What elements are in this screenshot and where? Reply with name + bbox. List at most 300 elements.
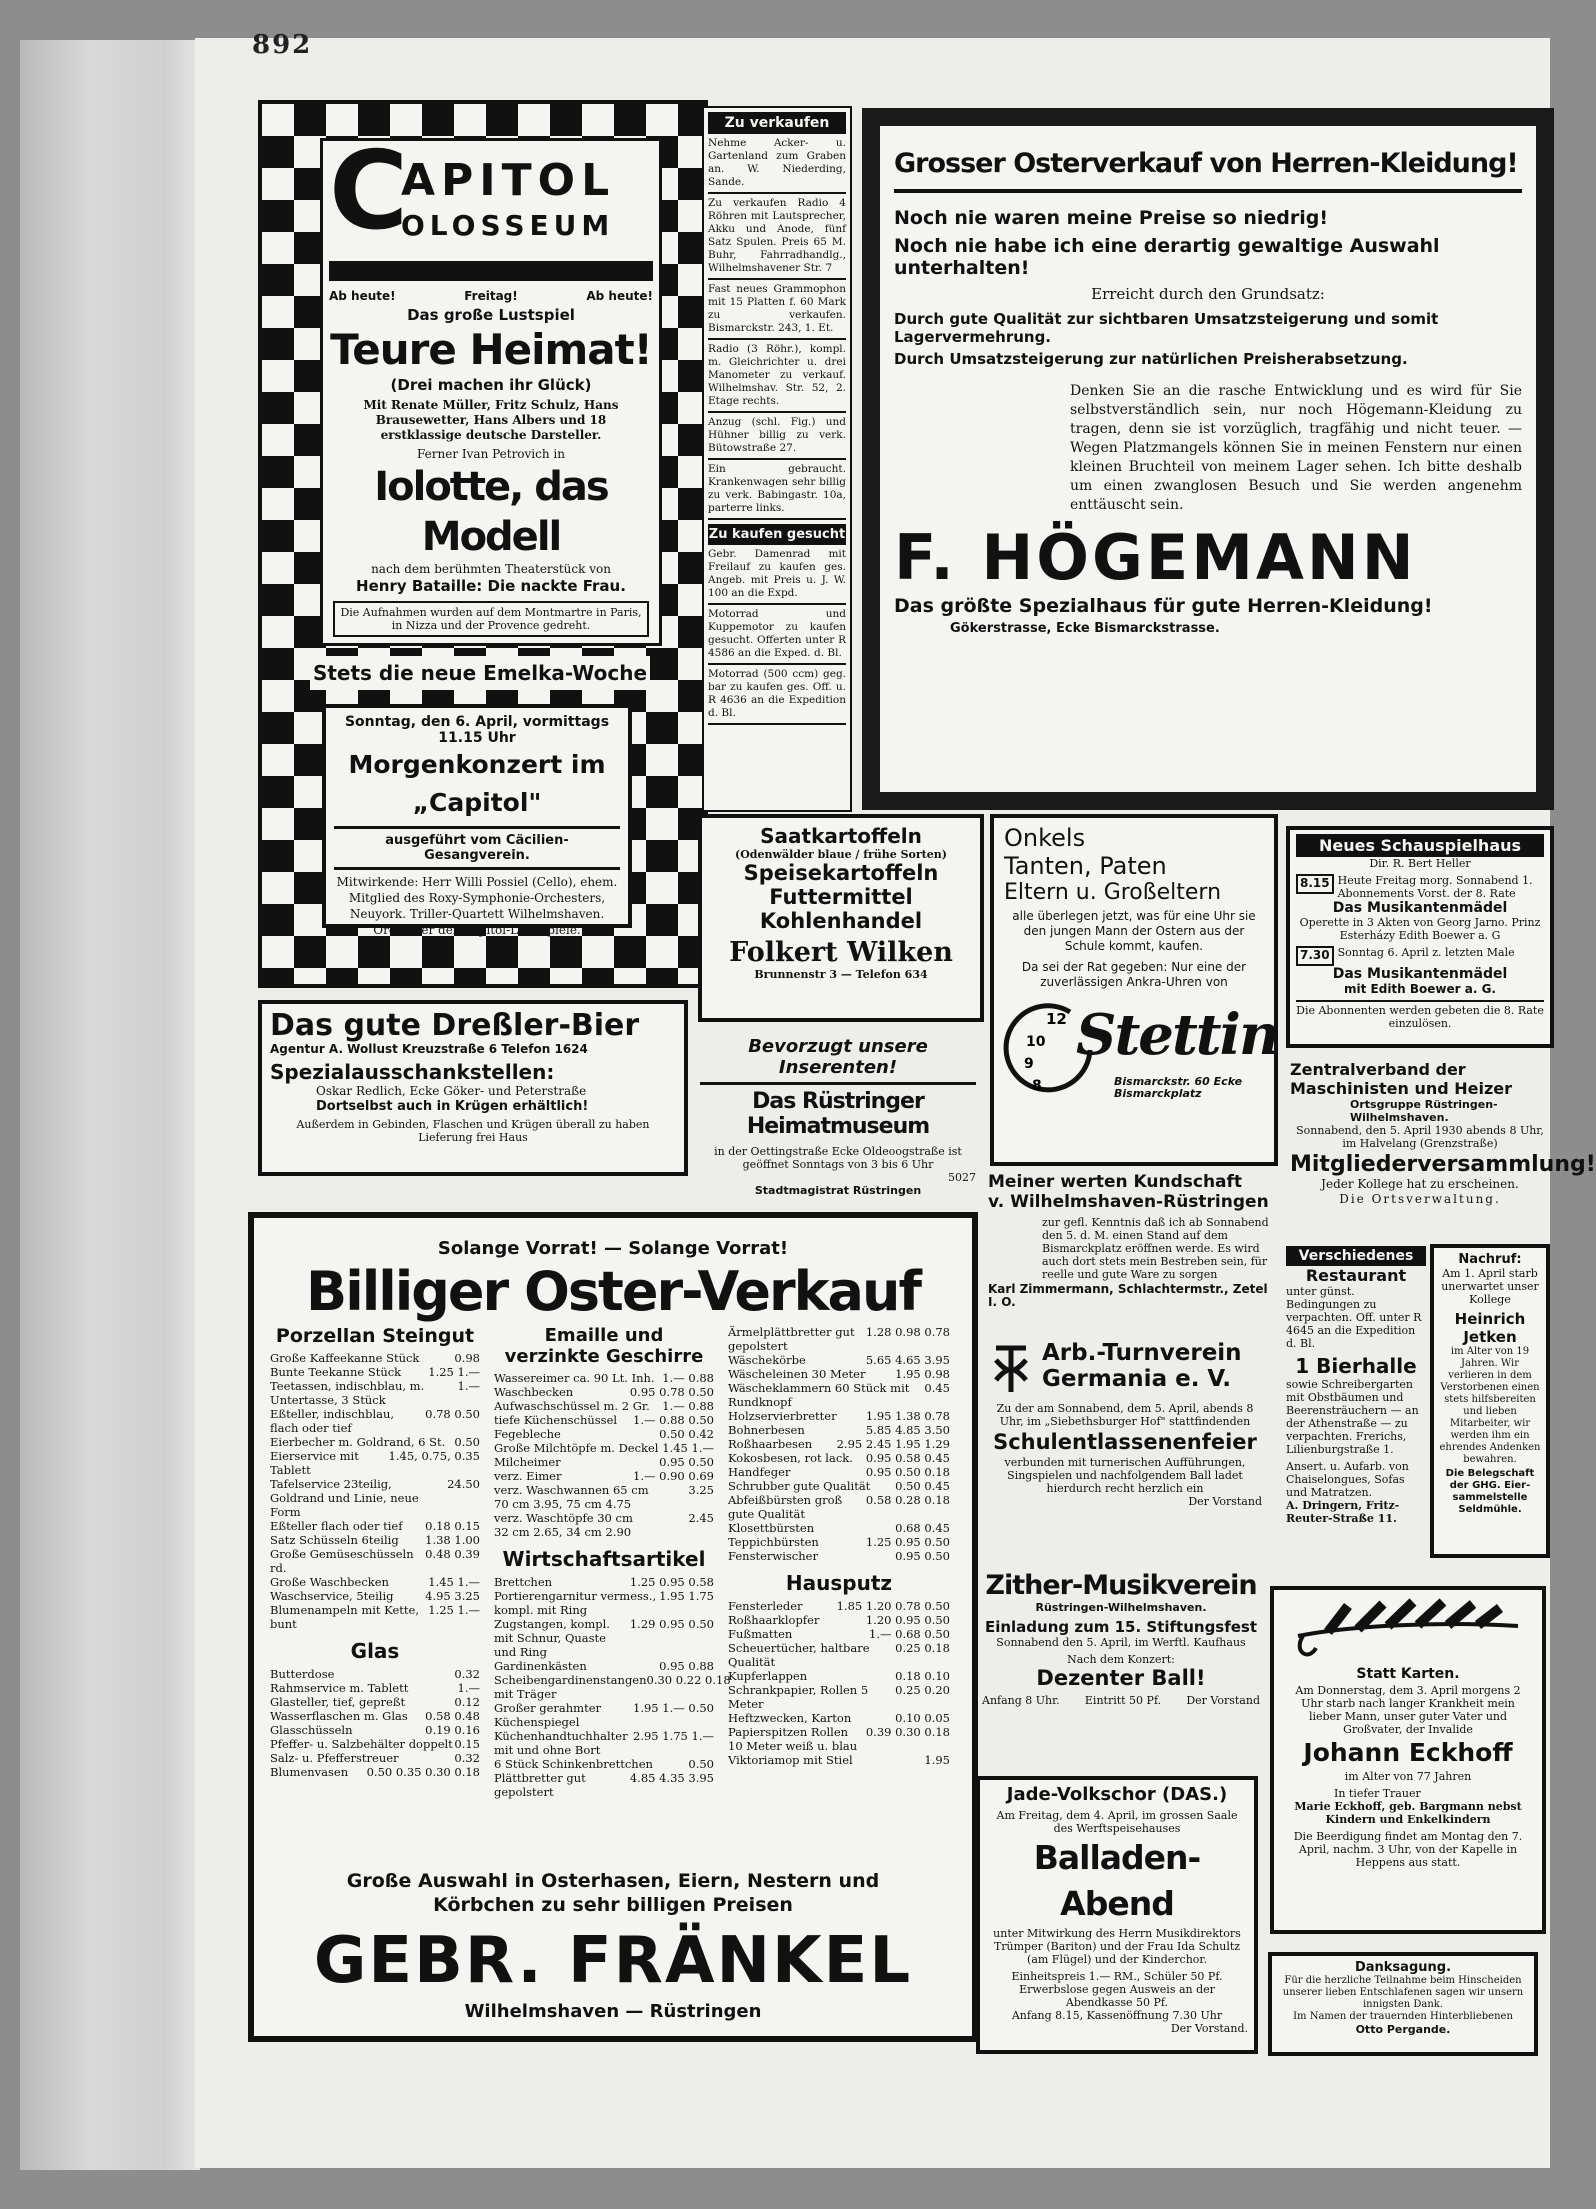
hausputz-item-label: Heftzwecken, Karton bbox=[728, 1711, 852, 1725]
zimmermann-signature: Karl Zimmermann, Schlachtermstr., Zetel I. O. bbox=[988, 1282, 1268, 1309]
hausputz-item-label: Fußmatten bbox=[728, 1627, 793, 1641]
emaille-item bbox=[494, 1525, 714, 1539]
maschinisten-text: Sonnabend, den 5. April 1930 abends 8 Uhr, im Halvelang (Grenzstraße) bbox=[1296, 1124, 1544, 1150]
glas-item bbox=[270, 1751, 480, 1765]
onkels-l2: Tanten, Paten bbox=[1004, 852, 1167, 880]
emaille-item bbox=[494, 1441, 714, 1455]
hausputz-item-price: 0.39 0.30 0.18 bbox=[865, 1725, 950, 1739]
emaille-item bbox=[494, 1427, 714, 1441]
haushalt-item-price: 0.68 0.45 bbox=[895, 1521, 950, 1535]
haushalt-item-label: Bohnerbesen bbox=[728, 1423, 805, 1437]
hausputz-item bbox=[728, 1711, 950, 1725]
hausputz-item bbox=[728, 1641, 950, 1669]
hoegemann-address: Gökerstrasse, Ecke Bismarckstrasse. bbox=[950, 621, 1220, 636]
emaille-item-price: 0.50 0.42 bbox=[659, 1427, 714, 1441]
hausputz-item-label: Schrankpapier, Rollen 5 Meter bbox=[728, 1683, 869, 1711]
dressler-oskar: Oskar Redlich, Ecke Göker- und Peterstraße bbox=[316, 1084, 587, 1098]
emaille-item-price: 2.45 bbox=[688, 1511, 714, 1525]
jade-title: Jade-Volkschor (DAS.) bbox=[1006, 1784, 1228, 1805]
capitol-lustspiel: Das große Lustspiel bbox=[407, 306, 575, 324]
haushalt-item-price: 0.58 0.28 0.18 bbox=[865, 1493, 950, 1507]
hausputz-item-label: Roßhaarklopfer bbox=[728, 1613, 820, 1627]
classified-item: Anzug (schl. Fig.) und Hühner billig zu verk. Bütowstraße 27. bbox=[708, 413, 846, 460]
haushalt-item bbox=[728, 1353, 950, 1367]
palm-branch-icon bbox=[1288, 1596, 1528, 1666]
dressler-ad bbox=[258, 1000, 688, 1176]
schauspielhaus-header: Neues Schauspielhaus bbox=[1296, 834, 1544, 857]
hausputz-item bbox=[728, 1683, 950, 1711]
page-number: 892 bbox=[252, 30, 313, 60]
porzellan-item-price: 1.— bbox=[457, 1379, 480, 1393]
wirtschaft-item-price: 1.25 0.95 0.58 bbox=[629, 1575, 714, 1589]
wirtschaft-item-price: 0.30 0.22 0.18 bbox=[646, 1673, 731, 1687]
classified-item: Ein gebraucht. Krankenwagen sehr billig zu verk. Babingastr. 10a, parterre links. bbox=[708, 460, 846, 520]
turnverein-text: Zu der am Sonnabend, dem 5. April, abends 8 Uhr, im „Siebethsburger Hof" stattfindenden bbox=[996, 1402, 1254, 1428]
hausputz-item bbox=[728, 1613, 950, 1627]
haushalt-item-price: 0.95 0.50 bbox=[895, 1549, 950, 1563]
glas-item-price: 0.58 0.48 bbox=[425, 1709, 480, 1723]
svg-text:12: 12 bbox=[1046, 1010, 1067, 1028]
classified-item: Fast neues Grammophon mit 15 Platten f. 60 Mark zu verkaufen. Bismarckstr. 243, 1. Et. bbox=[708, 280, 846, 340]
schauspielhaus-time1: 8.15 bbox=[1296, 874, 1334, 894]
jade-text: Am Freitag, dem 4. April, im grossen Saale des Werftspeisehauses bbox=[996, 1809, 1238, 1835]
glas-item-price: 0.32 bbox=[454, 1751, 480, 1765]
nachruf-name1: Heinrich bbox=[1454, 1310, 1526, 1328]
maschinisten-ad bbox=[1286, 1056, 1596, 1222]
zimmermann-ad bbox=[984, 1168, 1282, 1332]
wilken-address: Brunnenstr 3 — Telefon 634 bbox=[754, 968, 928, 981]
haushalt-item-price: 0.95 0.50 0.18 bbox=[865, 1465, 950, 1479]
porzellan-item bbox=[270, 1589, 480, 1603]
wirtschaft-item-label: Portierengarnitur vermess., kompl. mit Ring bbox=[494, 1589, 657, 1617]
porzellan-item-label: Waschservice, 5teilig bbox=[270, 1589, 394, 1603]
museum-text: in der Oettingstraße Ecke Oldeoogstraße ist geöffnet Sonntags von 3 bis 6 Uhr bbox=[714, 1145, 962, 1171]
glas-item bbox=[270, 1695, 480, 1709]
emaille-item bbox=[494, 1413, 714, 1427]
capitol-ab-heute-left: Ab heute! bbox=[329, 289, 396, 303]
fraenkel-bottom: Große Auswahl in Osterhasen, Eiern, Nestern und Körbchen zu sehr billigen Preisen bbox=[346, 1870, 880, 1916]
schauspielhaus-text1: Heute Freitag morg. Sonnabend 1. Abonnements Vorst. der 8. Rate bbox=[1337, 874, 1533, 900]
restaurant-text: unter günst. Bedingungen zu verpachten. Off. unter R 4645 an die Expedition d. Bl. bbox=[1286, 1285, 1422, 1350]
classifieds-column bbox=[702, 106, 852, 812]
emaille-item-label: 70 cm 3.95, 75 cm 4.75 bbox=[494, 1497, 632, 1511]
eckhoff-text: Am Donnerstag, dem 3. April morgens 2 Uhr starb nach langer Krankheit mein lieber Mann, unser guter Vater und Großvater, der Invalide bbox=[1295, 1684, 1521, 1736]
classified-item: Nehme Acker- u. Gartenland zum Graben an. W. Niederding, Sande. bbox=[708, 134, 846, 194]
dressler-foot: Außerdem in Gebinden, Flaschen und Krügen überall zu haben Lieferung frei Haus bbox=[296, 1118, 650, 1144]
schauspielhaus-show2-info: mit Edith Boewer a. G. bbox=[1344, 982, 1496, 996]
schauspielhaus-sub: Dir. R. Bert Heller bbox=[1369, 857, 1471, 870]
wirtschaft-item-price: 4.85 4.35 3.95 bbox=[629, 1771, 714, 1785]
nachruf-text2: im Alter von 19 Jahren. Wir verlieren in dem Verstorbenen einen stets hilfsbereiten und lieben Mitarbeiter, wir werden ihm ein ehrendes Andenken bewahren. bbox=[1439, 1346, 1541, 1465]
glas-item-price: 1.— bbox=[457, 1681, 480, 1695]
porzellan-item-label: Große Kaffeekanne Stück bbox=[270, 1351, 420, 1365]
concert-by: ausgeführt vom Cäcilien-Gesangverein. bbox=[385, 833, 569, 863]
emaille-item bbox=[494, 1483, 714, 1497]
schauspielhaus-show2: Das Musikantenmädel bbox=[1332, 966, 1508, 982]
haushalt-item bbox=[728, 1381, 950, 1409]
wirtschaft-item bbox=[494, 1771, 714, 1799]
porzellan-item bbox=[270, 1351, 480, 1365]
onkels-text2: Da sei der Rat gegeben: Nur eine der zuverlässigen Ankra-Uhren von bbox=[1021, 960, 1247, 989]
porzellan-item-label: Teetassen, indischblau, m. Untertasse, 3 Stück bbox=[270, 1379, 425, 1407]
wilken-l1-sub: (Odenwälder blaue / frühe Sorten) bbox=[735, 848, 947, 861]
zither-title: Zither-Musikverein bbox=[985, 1570, 1257, 1601]
stettin-logo-sub: Bismarckstr. 60 Ecke Bismarckplatz bbox=[1114, 1075, 1243, 1100]
turnverein-signature: Der Vorstand bbox=[1188, 1495, 1262, 1508]
eckhoff-trauer: In tiefer Trauer bbox=[1334, 1787, 1421, 1800]
capitol-concert-ad bbox=[322, 704, 632, 937]
nachruf-signature: Die Belegschaft der GHG. Eier-sammelstelle Seldmühle. bbox=[1445, 1468, 1535, 1515]
emaille-item-label: Milcheimer bbox=[494, 1455, 561, 1469]
schauspielhaus-time2: 7.30 bbox=[1296, 946, 1334, 966]
glas-item-label: Glasschüsseln bbox=[270, 1723, 353, 1737]
porzellan-item-price: 24.50 bbox=[447, 1477, 480, 1491]
zimmermann-text: zur gefl. Kenntnis daß ich ab Sonnabend den 5. d. M. einen Stand auf dem Bismarckplatz eröffnen werde. Es wird auch dort stets mein Bestreben sein, für reelle und gute Ware zu sorgen bbox=[1042, 1216, 1269, 1281]
capitol-film2-author: Henry Bataille: Die nackte Frau. bbox=[356, 577, 626, 595]
zither-nach: Nach dem Konzert: bbox=[1067, 1653, 1175, 1666]
maschinisten-foot1: Jeder Kollege hat zu erscheinen. bbox=[1321, 1177, 1519, 1191]
eckhoff-name: Johann Eckhoff bbox=[1303, 1738, 1513, 1767]
danksagung-text2: Im Namen der trauernden Hinterbliebenen bbox=[1293, 2011, 1513, 2022]
haushalt-item bbox=[728, 1451, 950, 1465]
wirtschaft-item bbox=[494, 1659, 714, 1673]
schauspielhaus-ad bbox=[1286, 826, 1554, 1048]
wirtschaft-item-price: 1.95 1.75 bbox=[659, 1589, 714, 1603]
eckhoff-ad bbox=[1270, 1586, 1546, 1934]
capitol-film2-subtitle: nach dem berühmten Theaterstück von bbox=[371, 562, 611, 576]
capitol-ad bbox=[320, 129, 662, 646]
emaille-item-price: 0.95 0.50 bbox=[659, 1455, 714, 1469]
emaille-item bbox=[494, 1371, 714, 1385]
haushalt-item bbox=[728, 1493, 950, 1521]
emaille-item-label: Fegebleche bbox=[494, 1427, 561, 1441]
emaille-item-price: 0.95 0.78 0.50 bbox=[629, 1385, 714, 1399]
hausputz-item-price: 1.95 bbox=[924, 1753, 950, 1767]
porzellan-item bbox=[270, 1407, 480, 1435]
jade-signature: Der Vorstand. bbox=[1170, 2022, 1248, 2035]
hoegemann-line2: Noch nie habe ich eine derartig gewaltige Auswahl unterhalten! bbox=[894, 235, 1440, 279]
haushalt-item-label: Klosettbürsten bbox=[728, 1521, 815, 1535]
wirtschaft-item-label: Plättbretter gut gepolstert bbox=[494, 1771, 586, 1799]
porzellan-item bbox=[270, 1449, 480, 1477]
capitol-title-line1: APITOL bbox=[401, 155, 616, 206]
hoegemann-line3: Durch gute Qualität zur sichtbaren Umsatzsteigerung und somit Lagervermehrung. bbox=[894, 310, 1439, 346]
hoegemann-headline: Grosser Osterverkauf von Herren-Kleidung! bbox=[894, 148, 1518, 179]
zither-anfang: Anfang 8 Uhr. bbox=[982, 1694, 1060, 1707]
emaille-item-price: 1.— 0.88 bbox=[662, 1399, 714, 1413]
wirtschaft-item-price: 0.95 0.88 bbox=[659, 1659, 714, 1673]
wirtschaft-item-label: Gardinenkästen bbox=[494, 1659, 587, 1673]
svg-text:9: 9 bbox=[1024, 1056, 1034, 1072]
porzellan-item-label: Satz Schüsseln 6teilig bbox=[270, 1533, 399, 1547]
classified-item: Zu verkaufen Radio 4 Röhren mit Lautsprecher, Akku und Anode, fünf Satz Spulen. Preis 65 M. Buhr, Fahrradhandlg., Wilhelmshavener Str. 7 bbox=[708, 194, 846, 280]
hausputz-item bbox=[728, 1669, 950, 1683]
hoegemann-name: F. HÖGEMANN bbox=[894, 521, 1417, 594]
turnverein-emblem-icon bbox=[988, 1340, 1034, 1400]
porzellan-item-price: 0.48 0.39 bbox=[425, 1547, 480, 1561]
porzellan-item-price: 0.98 bbox=[454, 1351, 480, 1365]
haushalt-item-price: 2.95 2.45 1.95 1.29 bbox=[836, 1437, 950, 1451]
zither-eintritt: Eintritt 50 Pf. bbox=[1084, 1694, 1162, 1707]
glas-title: Glas bbox=[350, 1639, 400, 1663]
emaille-item-label: Waschbecken bbox=[494, 1385, 574, 1399]
jade-event: Balladen-Abend bbox=[1033, 1838, 1201, 1923]
glas-item-price: 0.15 bbox=[454, 1737, 480, 1751]
emaille-title: Emaille und verzinkte Geschirre bbox=[504, 1325, 704, 1367]
hausputz-item bbox=[728, 1725, 950, 1753]
haushalt-item-price: 1.28 0.98 0.78 bbox=[865, 1325, 950, 1339]
haushalt-item bbox=[728, 1535, 950, 1549]
glas-item-label: Blumenvasen bbox=[270, 1765, 349, 1779]
jade-text2: unter Mitwirkung des Herrn Musikdirektors Trümper (Bariton) und der Frau Ida Schultz (am Flügel) und der Kinderchor. bbox=[993, 1927, 1241, 1966]
capitol-freitag: Freitag! bbox=[464, 289, 518, 303]
haushalt-item bbox=[728, 1465, 950, 1479]
glas-item-label: Wasserflaschen m. Glas bbox=[270, 1709, 408, 1723]
glas-item bbox=[270, 1709, 480, 1723]
haushalt-item-label: Kokosbesen, rot lack. bbox=[728, 1451, 853, 1465]
wanted-item: Motorrad (500 ccm) geg. bar zu kaufen ges. Off. u. R 4636 an die Expedition d. Bl. bbox=[708, 665, 846, 725]
emaille-item bbox=[494, 1469, 714, 1483]
turnverein-title: Schulentlassenenfeier bbox=[993, 1430, 1257, 1454]
wirtschaft-item-label: 6 Stück Schinkenbrettchen bbox=[494, 1757, 653, 1771]
wirtschaft-item-price: 1.95 1.— 0.50 bbox=[633, 1701, 714, 1715]
haushalt-item bbox=[728, 1367, 950, 1381]
fraenkel-name: GEBR. FRÄNKEL bbox=[313, 1924, 913, 1998]
emaille-item-label: verz. Waschwannen 65 cm bbox=[494, 1483, 649, 1497]
nachruf-header: Nachruf: bbox=[1458, 1252, 1522, 1267]
haushalt-item-label: Holzservierbretter bbox=[728, 1409, 837, 1423]
turnverein-t1: Arb.-Turnverein bbox=[1042, 1340, 1242, 1366]
hausputz-title: Hausputz bbox=[785, 1571, 893, 1595]
dressler-title: Das gute Dreßler-Bier bbox=[270, 1008, 640, 1043]
haushalt-item-price: 0.45 bbox=[924, 1381, 950, 1395]
nachruf-name2: Jetken bbox=[1463, 1328, 1517, 1346]
turnverein-text2: verbunden mit turnerischen Aufführungen, Singspielen und nachfolgendem Ball ladet hierdurch recht herzlich ein bbox=[1004, 1456, 1246, 1495]
porzellan-item-price: 1.45, 0.75, 0.35 bbox=[388, 1449, 480, 1463]
porzellan-item-label: Eierbecher m. Goldrand, 6 St. bbox=[270, 1435, 446, 1449]
haushalt-item-label: Wäscheleinen 30 Meter bbox=[728, 1367, 866, 1381]
wilken-ad bbox=[698, 814, 984, 1022]
hoegemann-grundsatz: Erreicht durch den Grundsatz: bbox=[1091, 285, 1325, 303]
porzellan-item bbox=[270, 1379, 480, 1407]
wanted-item: Gebr. Damenrad mit Freilauf zu kaufen ges. Angeb. mit Preis u. J. W. 100 an die Expd. bbox=[708, 545, 846, 605]
hausputz-item-label: Viktoriamop mit Stiel bbox=[728, 1753, 853, 1767]
stettin-ad bbox=[990, 814, 1278, 1166]
verkaufen-header: Zu verkaufen bbox=[708, 112, 846, 134]
jade-ad bbox=[976, 1776, 1258, 2054]
glas-item-label: Glasteller, tief, gepreßt bbox=[270, 1695, 406, 1709]
porzellan-item-label: Eßteller, indischblau, flach oder tief bbox=[270, 1407, 395, 1435]
jade-anfang: Anfang 8.15, Kassenöffnung 7.30 Uhr bbox=[1011, 2009, 1223, 2022]
porzellan-item-label: Tafelservice 23teilig, Goldrand und Linie, neue Form bbox=[270, 1477, 419, 1519]
capitol-title-line2: OLOSSEUM bbox=[401, 209, 615, 242]
wirtschaft-title: Wirtschaftsartikel bbox=[502, 1547, 706, 1571]
wirtschaft-item bbox=[494, 1673, 731, 1701]
glas-item bbox=[270, 1667, 480, 1681]
bierhalle-title: 1 Bierhalle bbox=[1295, 1354, 1417, 1378]
capitol-note: Die Aufnahmen wurden auf dem Montmartre in Paris, in Nizza und der Provence gedreht. bbox=[333, 601, 649, 637]
zither-sub: Rüstringen-Wilhelmshaven. bbox=[1035, 1601, 1207, 1614]
wirtschaft-item bbox=[494, 1729, 714, 1757]
hausputz-item bbox=[728, 1627, 950, 1641]
glas-item bbox=[270, 1737, 480, 1751]
porzellan-item bbox=[270, 1477, 480, 1519]
restaurant-title: Restaurant bbox=[1305, 1266, 1407, 1285]
svg-text:10: 10 bbox=[1026, 1034, 1046, 1050]
capitol-film1-subtitle: (Drei machen ihr Glück) bbox=[390, 376, 592, 394]
hausputz-item-price: 0.25 0.18 bbox=[895, 1641, 950, 1655]
glas-item bbox=[270, 1681, 480, 1695]
capitol-film1-title: Teure Heimat! bbox=[330, 325, 652, 374]
danksagung-text: Für die herzliche Teilnahme beim Hinscheiden unserer lieben Entschlafenen sagen wir unsern innigsten Dank. bbox=[1282, 1975, 1524, 2010]
hoegemann-ad bbox=[862, 108, 1554, 810]
glas-item-price: 0.32 bbox=[454, 1667, 480, 1681]
danksagung-ad bbox=[1268, 1952, 1538, 2056]
haushalt-item-label: Schrubber gute Qualität bbox=[728, 1479, 871, 1493]
eckhoff-family: Marie Eckhoff, geb. Bargmann nebst Kindern und Enkelkindern bbox=[1294, 1800, 1522, 1826]
hausputz-item-price: 1.20 0.95 0.50 bbox=[865, 1613, 950, 1627]
emaille-item bbox=[494, 1511, 714, 1525]
wirtschaft-item bbox=[494, 1757, 714, 1771]
wirtschaft-item-label: Küchenhandtuchhalter mit und ohne Bort bbox=[494, 1729, 628, 1757]
haushalt-item bbox=[728, 1479, 950, 1493]
glas-item-price: 0.19 0.16 bbox=[425, 1723, 480, 1737]
hausputz-item-label: Fensterleder bbox=[728, 1599, 803, 1613]
haushalt-item-price: 5.85 4.85 3.50 bbox=[865, 1423, 950, 1437]
emaille-item bbox=[494, 1455, 714, 1469]
emaille-item-price: 1.— 0.88 bbox=[662, 1371, 714, 1385]
glas-item-price: 0.12 bbox=[454, 1695, 480, 1709]
porzellan-item-price: 1.38 1.00 bbox=[425, 1533, 480, 1547]
nachruf-ad bbox=[1430, 1244, 1550, 1558]
wilken-l2: Speisekartoffeln bbox=[743, 861, 939, 885]
museum-header: Bevorzugt unsere Inserenten! bbox=[748, 1036, 928, 1078]
fraenkel-ad bbox=[248, 1212, 978, 2042]
haushalt-item-label: Handfeger bbox=[728, 1465, 791, 1479]
haushalt-item bbox=[728, 1549, 950, 1563]
wirtschaft-item-price: 2.95 1.75 1.— bbox=[633, 1729, 714, 1743]
hausputz-item-price: 0.18 0.10 bbox=[895, 1669, 950, 1683]
hoegemann-tagline: Das größte Spezialhaus für gute Herren-Kleidung! bbox=[894, 595, 1433, 617]
haushalt-item-price: 0.50 0.45 bbox=[895, 1479, 950, 1493]
wirtschaft-item bbox=[494, 1589, 714, 1617]
jade-preis: Einheitspreis 1.— RM., Schüler 50 Pf. bbox=[1011, 1970, 1223, 1983]
haushalt-item-label: Fensterwischer bbox=[728, 1549, 818, 1563]
hoegemann-line4: Durch Umsatzsteigerung zur natürlichen Preisherabsetzung. bbox=[894, 350, 1408, 368]
porzellan-item bbox=[270, 1365, 480, 1379]
hausputz-item-label: Kupferlappen bbox=[728, 1669, 808, 1683]
porzellan-item bbox=[270, 1533, 480, 1547]
porzellan-item bbox=[270, 1435, 480, 1449]
schauspielhaus-foot: Die Abonnenten werden gebeten die 8. Rate einzulösen. bbox=[1296, 1000, 1544, 1030]
wirtschaft-item-label: Großer gerahmter Küchenspiegel bbox=[494, 1701, 602, 1729]
danksagung-title: Danksagung. bbox=[1354, 1960, 1452, 1975]
porzellan-item-price: 1.25 1.— bbox=[428, 1365, 480, 1379]
fraenkel-top: Solange Vorrat! — Solange Vorrat! bbox=[437, 1238, 789, 1259]
dressler-krug: Dortselbst auch in Krügen erhältlich! bbox=[316, 1099, 589, 1114]
hausputz-item-price: 0.25 0.20 bbox=[895, 1683, 950, 1697]
haushalt-item-price: 5.65 4.65 3.95 bbox=[865, 1353, 950, 1367]
concert-title: Morgenkonzert im „Capitol" bbox=[348, 750, 606, 817]
haushalt-item-label: Ärmelplättbretter gut gepolstert bbox=[728, 1325, 855, 1353]
danksagung-signature: Otto Pergande. bbox=[1355, 2023, 1451, 2036]
haushalt-item bbox=[728, 1423, 950, 1437]
capitol-film2-title: Iolotte, das Modell bbox=[374, 464, 608, 560]
zimmermann-header2: v. Wilhelmshaven-Rüstringen bbox=[988, 1192, 1269, 1212]
aufarbeitung-signature: A. Dringern, Fritz-Reuter-Straße 11. bbox=[1286, 1499, 1400, 1525]
wirtschaft-item-price: 0.50 bbox=[688, 1757, 714, 1771]
porzellan-item-label: Eßteller flach oder tief bbox=[270, 1519, 403, 1533]
zimmermann-header1: Meiner werten Kundschaft bbox=[988, 1172, 1243, 1192]
emelka-text: Stets die neue Emelka-Woche bbox=[312, 661, 648, 685]
emaille-item bbox=[494, 1385, 714, 1399]
maschinisten-foot2: Die Ortsverwaltung. bbox=[1339, 1192, 1501, 1206]
stettin-logo: Stettin bbox=[1076, 1002, 1278, 1068]
emaille-item-price: 1.— 0.88 0.50 bbox=[633, 1413, 714, 1427]
glas-item bbox=[270, 1723, 480, 1737]
wirtschaft-item bbox=[494, 1617, 714, 1659]
porzellan-item bbox=[270, 1519, 480, 1533]
porzellan-item-label: Große Waschbecken bbox=[270, 1575, 389, 1589]
haushalt-item-label: Teppichbürsten bbox=[728, 1535, 819, 1549]
museum-title: Das Rüstringer Heimatmuseum bbox=[746, 1089, 930, 1139]
emaille-item bbox=[494, 1497, 714, 1511]
zither-ad bbox=[978, 1566, 1264, 1772]
eckhoff-text2: Die Beerdigung findet am Montag den 7. April, nachm. 3 Uhr, von der Kapelle in Heppens aus statt. bbox=[1293, 1830, 1523, 1869]
eckhoff-title: Statt Karten. bbox=[1356, 1666, 1460, 1682]
haushalt-item bbox=[728, 1437, 950, 1451]
wirtschaft-item bbox=[494, 1701, 714, 1729]
porzellan-item-price: 0.50 bbox=[454, 1435, 480, 1449]
concert-date: Sonntag, den 6. April, vormittags 11.15 Uhr bbox=[344, 714, 610, 746]
gesucht-header: Zu kaufen gesucht bbox=[708, 524, 846, 545]
porzellan-item-price: 1.45 1.— bbox=[428, 1575, 480, 1589]
porzellan-item-label: Große Gemüseschüsseln rd. bbox=[270, 1547, 414, 1575]
wilken-name: Folkert Wilken bbox=[729, 937, 953, 968]
zither-signature: Der Vorstand bbox=[1186, 1694, 1260, 1707]
schauspielhaus-show1: Das Musikantenmädel bbox=[1332, 900, 1508, 916]
emaille-item-label: Große Milchtöpfe m. Deckel bbox=[494, 1441, 659, 1455]
zither-text: Sonnabend den 5. April, im Werftl. Kaufhaus bbox=[996, 1636, 1246, 1649]
dressler-agent: Agentur A. Wollust Kreuzstraße 6 Telefon 1624 bbox=[270, 1042, 588, 1056]
wirtschaft-item-price: 1.29 0.95 0.50 bbox=[629, 1617, 714, 1631]
dressler-spezial: Spezialausschankstellen: bbox=[270, 1060, 555, 1084]
hausputz-item bbox=[728, 1753, 950, 1767]
haushalt-item-label: Wäschekörbe bbox=[728, 1353, 806, 1367]
wilken-l1: Saatkartoffeln bbox=[760, 824, 922, 848]
museum-num: 5027 bbox=[948, 1171, 976, 1184]
museum-by: Stadtmagistrat Rüstringen bbox=[754, 1184, 922, 1197]
maschinisten-sub: Ortsgruppe Rüstringen-Wilhelmshaven. bbox=[1350, 1098, 1498, 1124]
verschiedenes-header: Verschiedenes bbox=[1286, 1246, 1426, 1266]
haushalt-item-label: Abfeißbürsten groß gute Qualität bbox=[728, 1493, 843, 1521]
hoegemann-text: Denken Sie an die rasche Entwicklung und es wird für Sie selbstverständlich sein, nur noch Högemann-Kleidung zu tragen, denn sie ist vorzüglich, tragfähig und nicht teuer. — Wegen Platzmangels können Sie in meinen Fenstern nur einen kleinen Bruchteil von meinem Lager sehen. Ich bitte deshalb um einen zwanglosen Besuch und Sie werden angenehm enttäuscht sein. bbox=[1070, 383, 1522, 513]
wirtschaft-item-label: Brettchen bbox=[494, 1575, 553, 1589]
hausputz-item-label: Papierspitzen Rollen 10 Meter weiß u. blau bbox=[728, 1725, 858, 1753]
porzellan-item-price: 4.95 3.25 bbox=[425, 1589, 480, 1603]
wirtschaft-item-label: Zugstangen, kompl. mit Schnur, Quaste und Ring bbox=[494, 1617, 610, 1659]
glas-item bbox=[270, 1765, 480, 1779]
nachruf-text: Am 1. April starb unerwartet unser Kollege bbox=[1441, 1267, 1539, 1306]
emaille-item-label: 32 cm 2.65, 34 cm 2.90 bbox=[494, 1525, 632, 1539]
glas-item-price: 0.50 0.35 0.30 0.18 bbox=[366, 1765, 480, 1779]
verschiedenes-column bbox=[1284, 1244, 1428, 1564]
haushalt-item bbox=[728, 1409, 950, 1423]
bierhalle-text: sowie Schreibergarten mit Obstbäumen und Beerensträuchern — an der Athenstraße — zu verpachten. Frerichs, Lilienburgstraße 1. bbox=[1286, 1378, 1419, 1456]
hausputz-item bbox=[728, 1599, 950, 1613]
porzellan-title: Porzellan Steingut bbox=[275, 1325, 475, 1347]
wirtschaft-item bbox=[494, 1575, 714, 1589]
